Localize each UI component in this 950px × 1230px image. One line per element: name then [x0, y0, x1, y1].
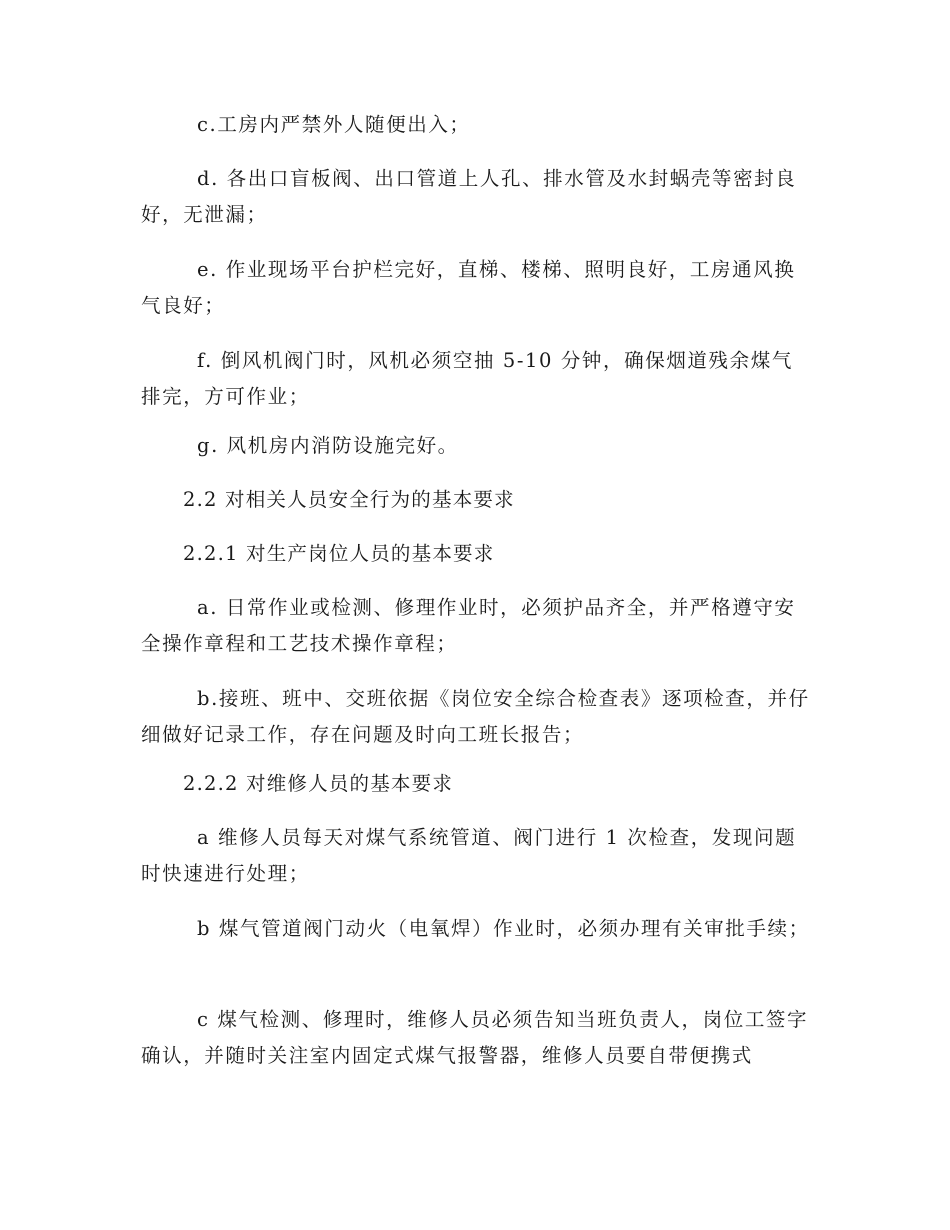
section-heading-2-2-2: 2.2.2 对维修人员的基本要求	[183, 772, 454, 795]
paragraph-a-maintenance-inspection: a 维修人员每天对煤气系统管道、阀门进行 1 次检查，发现问题时快速进行处理；	[141, 826, 797, 885]
paragraph-c-visitors: c.工房内严禁外人随便出入；	[197, 113, 471, 136]
paragraph-b-shift-handover: b.接班、班中、交班依据《岗位安全综合检查表》逐项检查，并仔细做好记录工作，存在问题及时向工班长报告；	[141, 687, 810, 746]
paragraph-g-fire-facilities: g. 风机房内消防设施完好。	[197, 434, 459, 457]
paragraph-c-gas-detection: c 煤气检测、修理时，维修人员必须告知当班负责人，岗位工签字确认，并随时关注室内固定式煤气报警器，维修人员要自带便携式	[141, 1008, 809, 1067]
paragraph-f-fan-valve: f. 倒风机阀门时，风机必须空抽 5-10 分钟，确保烟道残余煤气排完，方可作业；	[141, 349, 793, 408]
section-heading-2-2: 2.2 对相关人员安全行为的基本要求	[183, 488, 515, 511]
paragraph-a-daily-work: a. 日常作业或检测、修理作业时，必须护品齐全，并严格遵守安全操作章程和工艺技术操作章程；	[141, 596, 796, 655]
section-heading-2-2-1: 2.2.1 对生产岗位人员的基本要求	[183, 542, 495, 565]
paragraph-d-sealing: d. 各出口盲板阀、出口管道上人孔、排水管及水封蜗壳等密封良好，无泄漏；	[141, 167, 797, 226]
paragraph-b-welding-approval: b 煤气管道阀门动火（电氧焊）作业时，必须办理有关审批手续；	[197, 917, 810, 940]
paragraph-e-platform: e. 作业现场平台护栏完好，直梯、楼梯、照明良好，工房通风换气良好；	[141, 258, 796, 317]
